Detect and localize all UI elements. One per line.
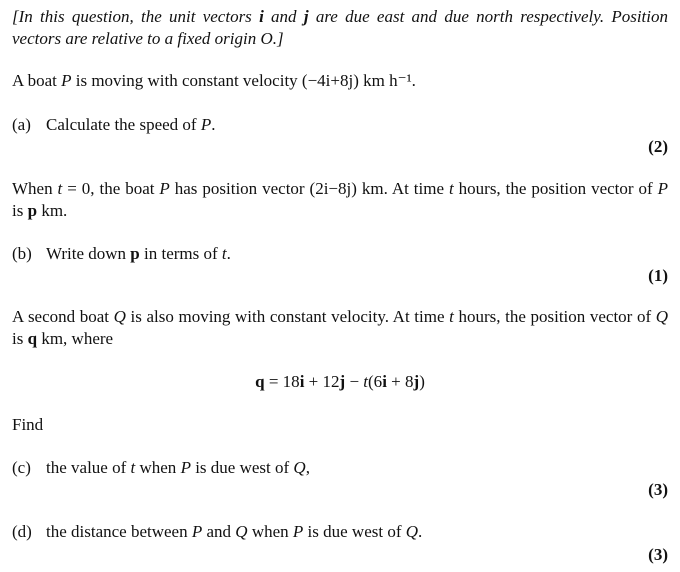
part-a-label: (a) [12, 115, 31, 134]
part-b-label: (b) [12, 244, 32, 263]
find-heading: Find [12, 415, 44, 434]
initial-position-paragraph: When t = 0, the boat P has position vector (2i−8j) km. At time t hours, the position vector of P is p km. [12, 179, 669, 220]
part-c-question: (c) the value of t when P is due west of Q, [12, 458, 310, 477]
velocity-vector: (−4i+8j) [301, 71, 359, 90]
initial-position-vector: (2i−8j) [309, 179, 357, 198]
part-d-question: (d) the distance between P and Q when P is due west of Q. [12, 522, 423, 541]
part-b-marks: (1) [648, 266, 668, 285]
part-a-marks: (2) [648, 137, 668, 156]
instruction-note: [In this question, the unit vectors i and j are due east and due north respectively. Position vectors are relative to a fixed origin O.] [12, 7, 669, 48]
part-d-label: (d) [12, 522, 32, 541]
second-boat-paragraph: A second boat Q is also moving with constant velocity. At time t hours, the position vector of Q is q km, where [12, 307, 668, 348]
part-a-question: (a) Calculate the speed of P. [12, 115, 216, 134]
part-c-marks: (3) [648, 480, 668, 499]
part-c-label: (c) [12, 458, 31, 477]
part-b-question: (b) Write down p in terms of t. [12, 244, 231, 263]
position-formula: q = 18i + 12j − t(6i + 8j) [255, 372, 425, 391]
part-d-marks: (3) [648, 545, 668, 564]
intro-paragraph: A boat P is moving with constant velocity (−4i+8j) km h⁻¹. [12, 71, 416, 90]
